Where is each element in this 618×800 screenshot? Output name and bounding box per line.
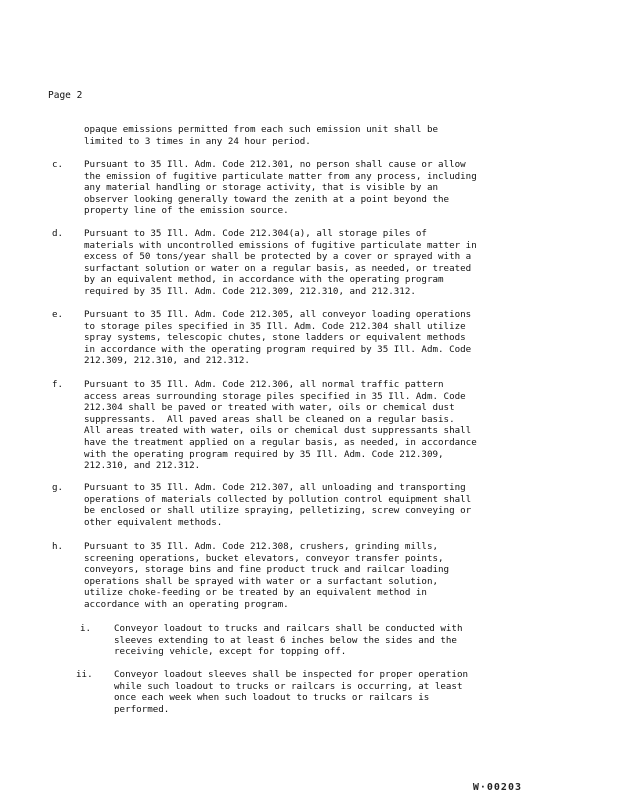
item-line: in accordance with the operating program required by 35 Ill. Adm. Code [84, 343, 472, 355]
intro-line: limited to 3 times in any 24 hour period. [84, 135, 311, 147]
item-line: All areas treated with water, oils or chemical dust suppressants shall [84, 425, 472, 437]
subitem-line: performed. [114, 703, 170, 715]
subitem-line: while such loadout to trucks or railcars is occurring, at least [114, 680, 463, 692]
item-marker: h. [52, 541, 64, 552]
item-line: operations shall be sprayed with water or a surfactant solution, [84, 575, 439, 587]
item-marker: c. [52, 159, 64, 170]
item-line: excess of 50 tons/year shall be protected by a cover or sprayed with a [84, 251, 472, 263]
item-line: by an equivalent method, in accordance with the operating program [84, 274, 444, 286]
item-marker: e. [52, 309, 64, 320]
intro-line: opaque emissions permitted from each such emission unit shall be [84, 124, 439, 135]
item-line: property line of the emission source. [84, 205, 289, 217]
subitem-line: Conveyor loadout to trucks and railcars shall be conducted with [114, 623, 463, 634]
item-line: materials with uncontrolled emissions of fugitive particulate matter in [84, 239, 477, 251]
item-line: Pursuant to 35 Ill. Adm. Code 212.307, all unloading and transporting [84, 482, 466, 493]
item-marker: d. [52, 228, 64, 239]
item-line: required by 35 Ill. Adm. Code 212.309, 212.310, and 212.312. [84, 286, 416, 297]
item-line: surfactant solution or water on a regular basis, as needed, or treated [84, 262, 472, 274]
item-line: to storage piles specified in 35 Ill. Adm. Code 212.304 shall utilize [84, 320, 466, 332]
item-line: screening operations, bucket elevators, conveyor transfer points, [84, 552, 444, 564]
item-line: 212.309, 212.310, and 212.312. [84, 355, 250, 367]
subitem-marker: ii. [76, 669, 93, 680]
item-line: Pursuant to 35 Ill. Adm. Code 212.305, all conveyor loading operations [84, 309, 472, 320]
item-line: have the treatment applied on a regular basis, as needed, in accordance [84, 437, 477, 448]
item-line: spray systems, telescopic chutes, stone ladders or equivalent methods [84, 332, 466, 344]
item-line: operations of materials collected by pollution control equipment shall [84, 493, 472, 505]
subitem-marker: i. [80, 623, 92, 634]
subitem-line: Conveyor loadout sleeves shall be inspected for proper operation [114, 669, 469, 680]
item-line: 212.304 shall be paved or treated with water, oils or chemical dust [84, 402, 455, 414]
item-line: other equivalent methods. [84, 516, 223, 528]
item-line: Pursuant to 35 Ill. Adm. Code 212.301, no person shall cause or allow [84, 159, 466, 170]
subitem-line: receiving vehicle, except for topping off. [114, 646, 347, 658]
item-line: be enclosed or shall utilize spraying, pelletizing, screw conveying or [84, 505, 472, 517]
item-line: with the operating program required by 35 Ill. Adm. Code 212.309, [84, 448, 444, 460]
item-line: any material handling or storage activity, that is visible by an [84, 182, 439, 194]
item-line: Pursuant to 35 Ill. Adm. Code 212.306, all normal traffic pattern [84, 379, 444, 390]
item-line: access areas surrounding storage piles specified in 35 Ill. Adm. Code [84, 390, 466, 402]
item-line: suppressants. All paved areas shall be cleaned on a regular basis. [84, 413, 455, 425]
document-stamp: W·00203 [472, 782, 522, 793]
item-marker: f. [52, 379, 64, 390]
item-line: 212.310, and 212.312. [84, 460, 201, 472]
item-marker: g. [52, 482, 64, 493]
item-line: Pursuant to 35 Ill. Adm. Code 212.304(a), all storage piles of [84, 228, 427, 239]
subitem-line: sleeves extending to at least 6 inches below the sides and the [114, 634, 457, 646]
item-line: utilize choke-feeding or be treated by an equivalent method in [84, 587, 427, 599]
item-line: the emission of fugitive particulate matter from any process, including [84, 170, 477, 182]
item-line: conveyors, storage bins and fine product truck and railcar loading [84, 564, 450, 576]
subitem-line: once each week when such loadout to trucks or railcars is [114, 692, 430, 704]
item-line: Pursuant to 35 Ill. Adm. Code 212.308, crushers, grinding mills, [84, 541, 439, 552]
page-number: Page 2 [48, 90, 83, 101]
item-line: observer looking generally toward the zenith at a point beyond the [84, 193, 450, 205]
item-line: accordance with an operating program. [84, 599, 289, 610]
